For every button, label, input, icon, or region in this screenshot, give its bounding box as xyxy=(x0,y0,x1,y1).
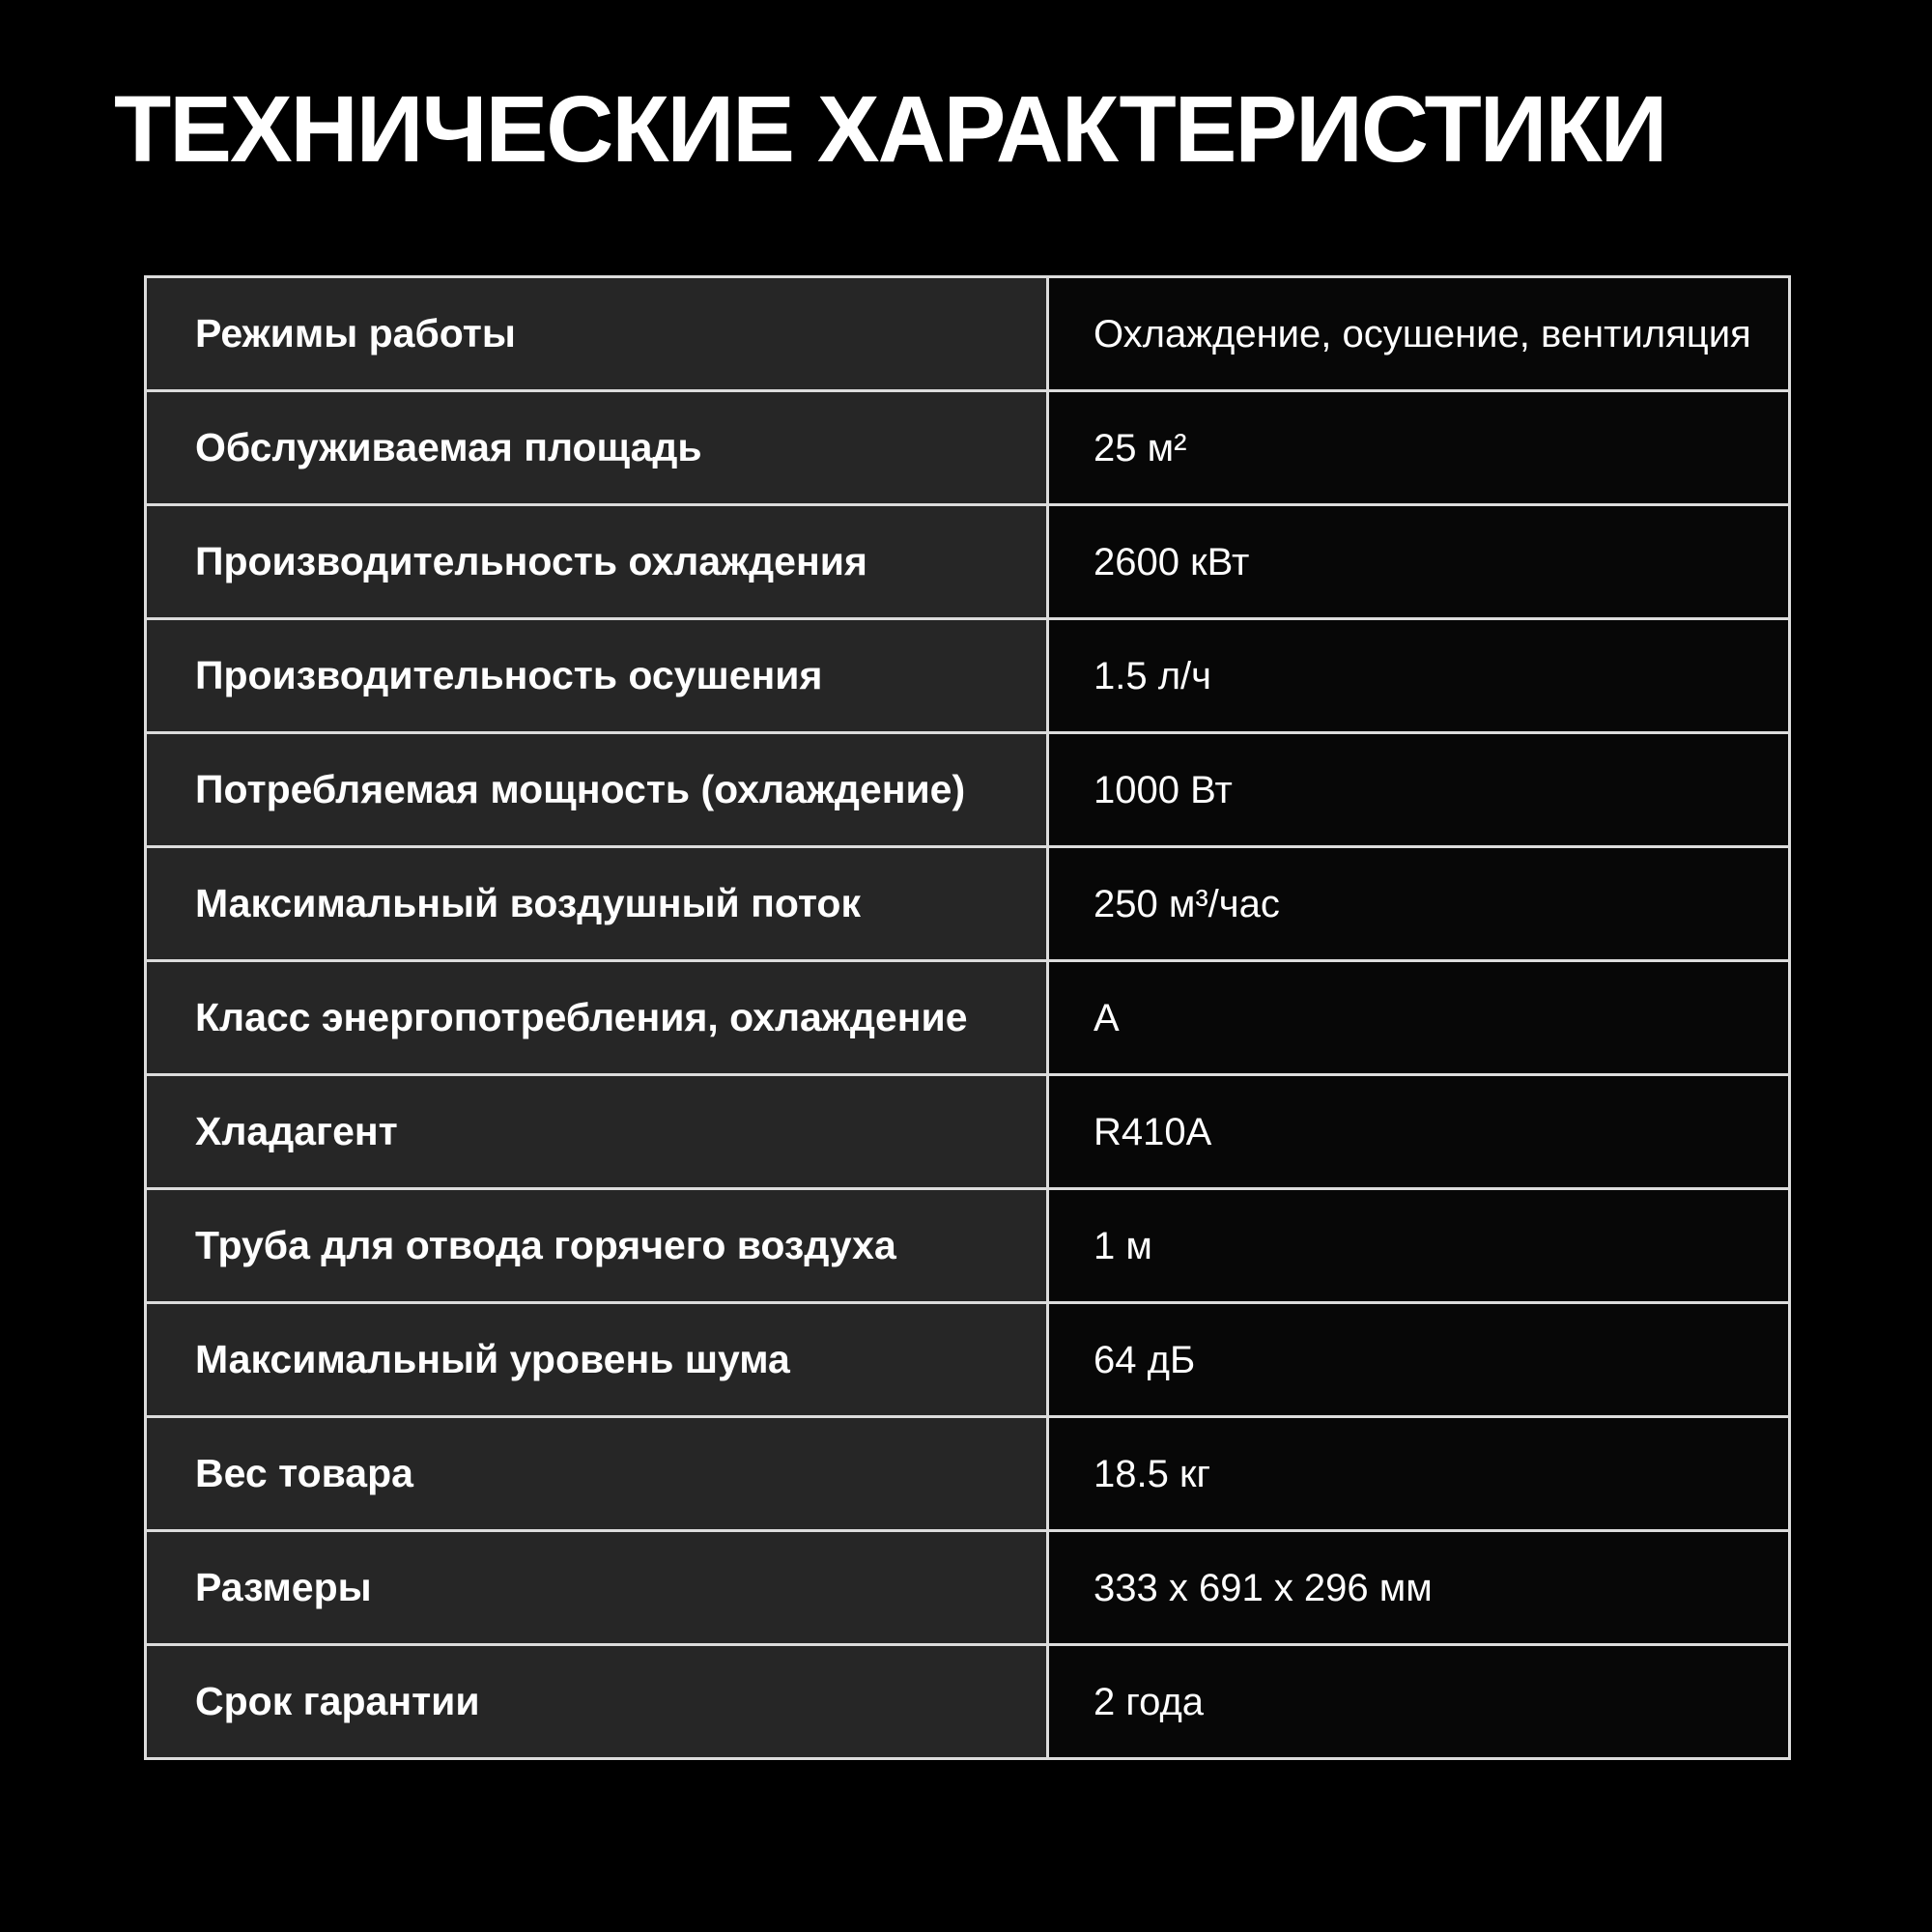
spec-value: 1000 Вт xyxy=(1048,733,1790,847)
spec-row xyxy=(146,847,1790,961)
spec-value: 1.5 л/ч xyxy=(1048,619,1790,733)
spec-table-body xyxy=(146,277,1790,1759)
spec-label: Максимальный уровень шума xyxy=(146,1303,1048,1417)
spec-row xyxy=(146,277,1790,391)
spec-table xyxy=(144,275,1791,1760)
page-title: ТЕХНИЧЕСКИЕ ХАРАКТЕРИСТИКИ xyxy=(114,76,1666,182)
spec-row xyxy=(146,1417,1790,1531)
spec-row xyxy=(146,619,1790,733)
spec-label: Срок гарантии xyxy=(146,1645,1048,1759)
spec-value: 2600 кВт xyxy=(1048,505,1790,619)
spec-label: Максимальный воздушный поток xyxy=(146,847,1048,961)
spec-label: Производительность охлаждения xyxy=(146,505,1048,619)
spec-row xyxy=(146,961,1790,1075)
spec-value: 333 x 691 x 296 мм xyxy=(1048,1531,1790,1645)
spec-row xyxy=(146,1189,1790,1303)
spec-row xyxy=(146,1531,1790,1645)
spec-value: R410A xyxy=(1048,1075,1790,1189)
spec-row xyxy=(146,1645,1790,1759)
spec-label: Режимы работы xyxy=(146,277,1048,391)
spec-value: 18.5 кг xyxy=(1048,1417,1790,1531)
spec-row xyxy=(146,1075,1790,1189)
spec-row xyxy=(146,733,1790,847)
spec-label: Класс энергопотребления, охлаждение xyxy=(146,961,1048,1075)
spec-label: Труба для отвода горячего воздуха xyxy=(146,1189,1048,1303)
spec-value: 64 дБ xyxy=(1048,1303,1790,1417)
spec-value: Охлаждение, осушение, вентиляция xyxy=(1048,277,1790,391)
spec-label: Размеры xyxy=(146,1531,1048,1645)
spec-label: Потребляемая мощность (охлаждение) xyxy=(146,733,1048,847)
spec-value: 250 м³/час xyxy=(1048,847,1790,961)
spec-value: 1 м xyxy=(1048,1189,1790,1303)
spec-value: 25 м² xyxy=(1048,391,1790,505)
spec-row xyxy=(146,505,1790,619)
spec-label: Хладагент xyxy=(146,1075,1048,1189)
spec-value: 2 года xyxy=(1048,1645,1790,1759)
spec-label: Вес товара xyxy=(146,1417,1048,1531)
spec-label: Обслуживаемая площадь xyxy=(146,391,1048,505)
spec-label: Производительность осушения xyxy=(146,619,1048,733)
spec-value: А xyxy=(1048,961,1790,1075)
spec-row xyxy=(146,391,1790,505)
spec-row xyxy=(146,1303,1790,1417)
